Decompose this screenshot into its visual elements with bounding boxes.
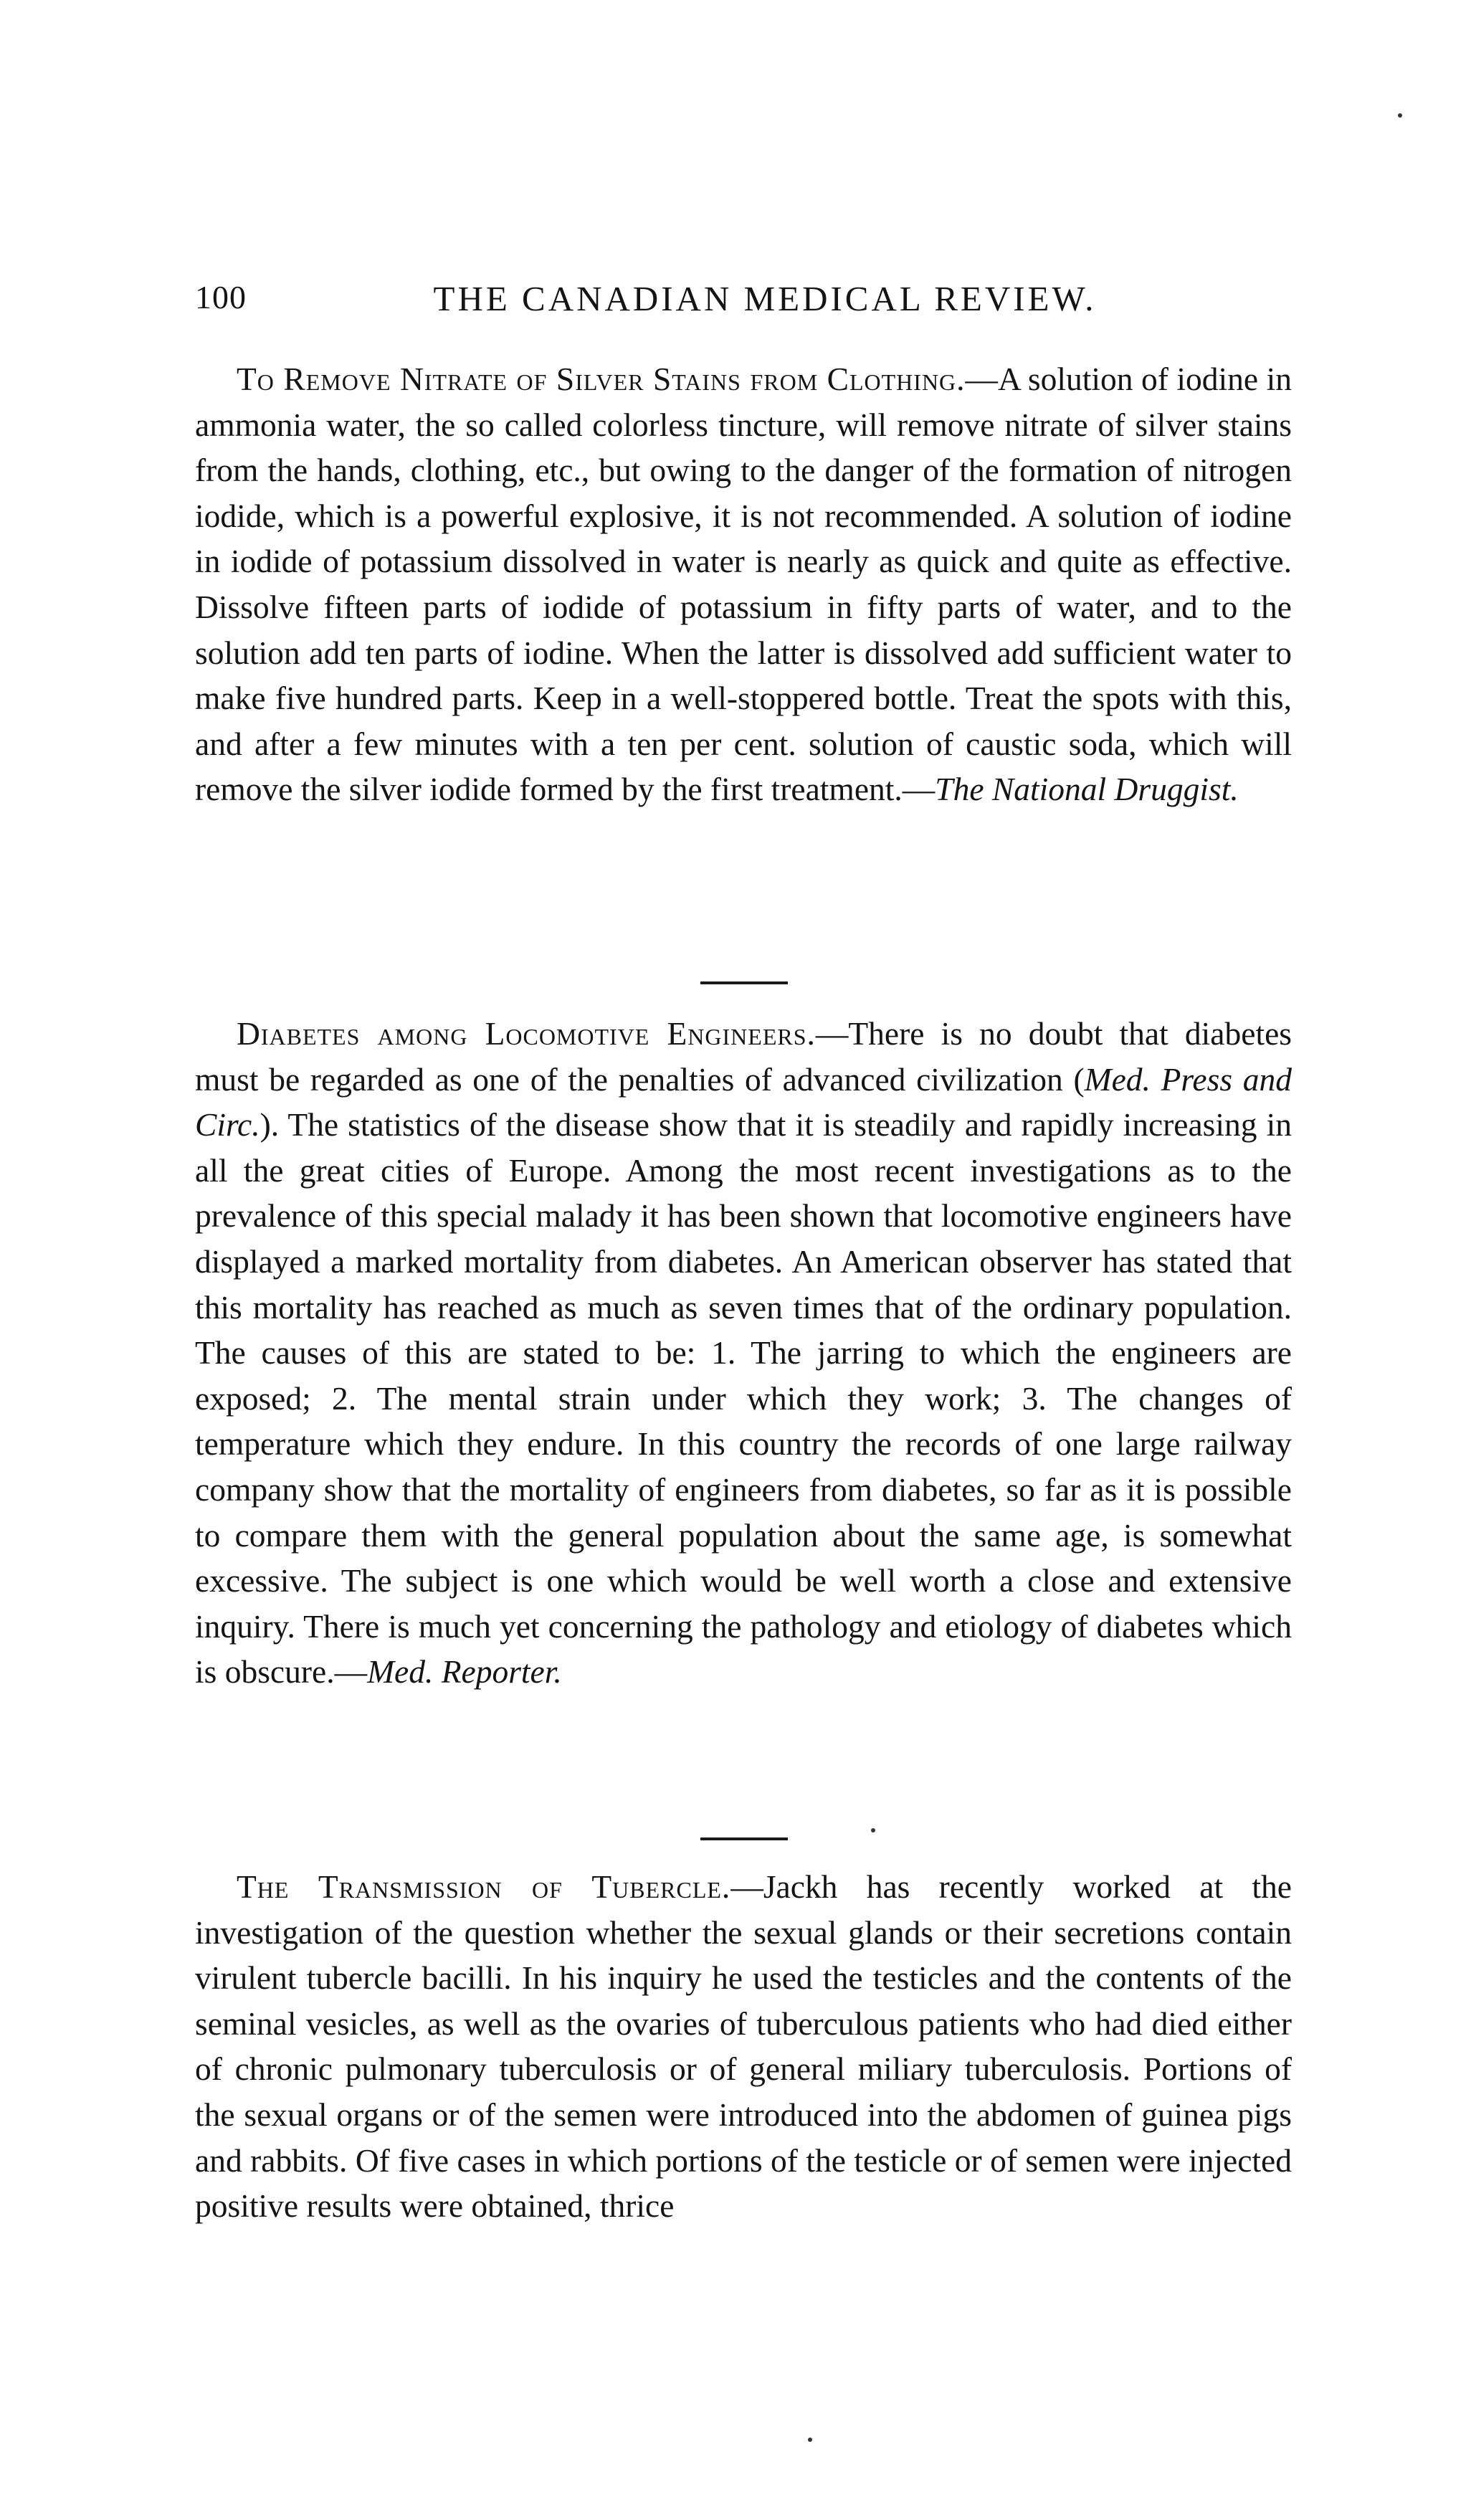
article-body-continued: ). The statistics of the disease show that it is steadily and rapidly increasing in all the great cities of Europe. Among the most recent investigations as to the prevalence of this special malady it has been shown that locomotive engineers have displayed a marked mortality from diabetes. An American observer has stated that this mortality has reached as much as seven times that of the ordinary population. The causes of this are stated to be: 1. The jarring to which the engineers are exposed; 2. The mental strain under which they work; 3. The changes of temperature which they endure. In this country the records of one large railway company show that the mortality of engineers from diabetes, so far as it is possible to compare them with the general population about the same age, is somewhat excessive. The subject is one which would be well worth a close and extensive inquiry. There is much yet concerning the pathology and etiology of diabetes which is obscure.— [195, 1106, 1292, 1691]
scan-speck [1398, 113, 1402, 118]
article-heading: To Remove Nitrate of Silver Stains from Clothing. [237, 361, 966, 397]
scan-speck [871, 1828, 875, 1832]
section-divider [700, 1837, 788, 1840]
article-diabetes-engineers [195, 1011, 1292, 1695]
article-source: Med. Reporter. [367, 1653, 562, 1691]
article-tubercle-transmission [195, 1864, 1292, 2229]
article-body: —A solution of iodine in ammonia water, the so called colorless tincture, will remove nitrate of silver stains from the hands, clothing, etc., but owing to the danger of the formation of nitrogen iodide, which is a powerful explosive, it is not recommended. A solution of iodine in iodide of potassium dissolved in water is nearly as quick and quite as effective. Dissolve fifteen parts of iodide of potassium in fifty parts of water, and to the solution add ten parts of iodine. When the latter is dissolved add sufficient water to make five hundred parts. Keep in a well-stoppered bottle. Treat the spots with this, and after a few minutes with a ten per cent. solution of caustic soda, which will remove the silver iodide formed by the first treatment.— [195, 361, 1292, 808]
running-head [195, 278, 1292, 328]
journal-title: THE CANADIAN MEDICAL REVIEW. [433, 279, 1097, 318]
section-divider [700, 981, 788, 984]
article-silver-stains [195, 356, 1292, 812]
article-body: —Jackh has recently worked at the investigation of the question whether the sexual glands or their secretions contain virulent tubercle bacilli. In his inquiry he used the testicles and the contents of the seminal vesicles, as well as the ovaries of tuberculous patients who had died either of chronic pulmonary tuberculosis or of general miliary tuberculosis. Portions of the sexual organs or of the semen were introduced into the abdomen of guinea pigs and rabbits. Of five cases in which portions of the testicle or of semen were injected positive results were obtained, thrice [195, 1868, 1292, 2225]
inline-citation: Med. Press and Circ. [195, 1060, 1292, 1143]
article-source: The National Druggist. [935, 771, 1239, 808]
article-body: —There is no doubt that diabetes must be regarded as one of the penalties of advanced civilization ( [195, 1015, 1292, 1098]
article-heading: Diabetes among Locomotive Engineers. [237, 1015, 816, 1052]
page-number: 100 [195, 279, 247, 315]
scan-speck [808, 2438, 812, 2442]
article-heading: The Transmission of Tubercle. [237, 1868, 731, 1905]
